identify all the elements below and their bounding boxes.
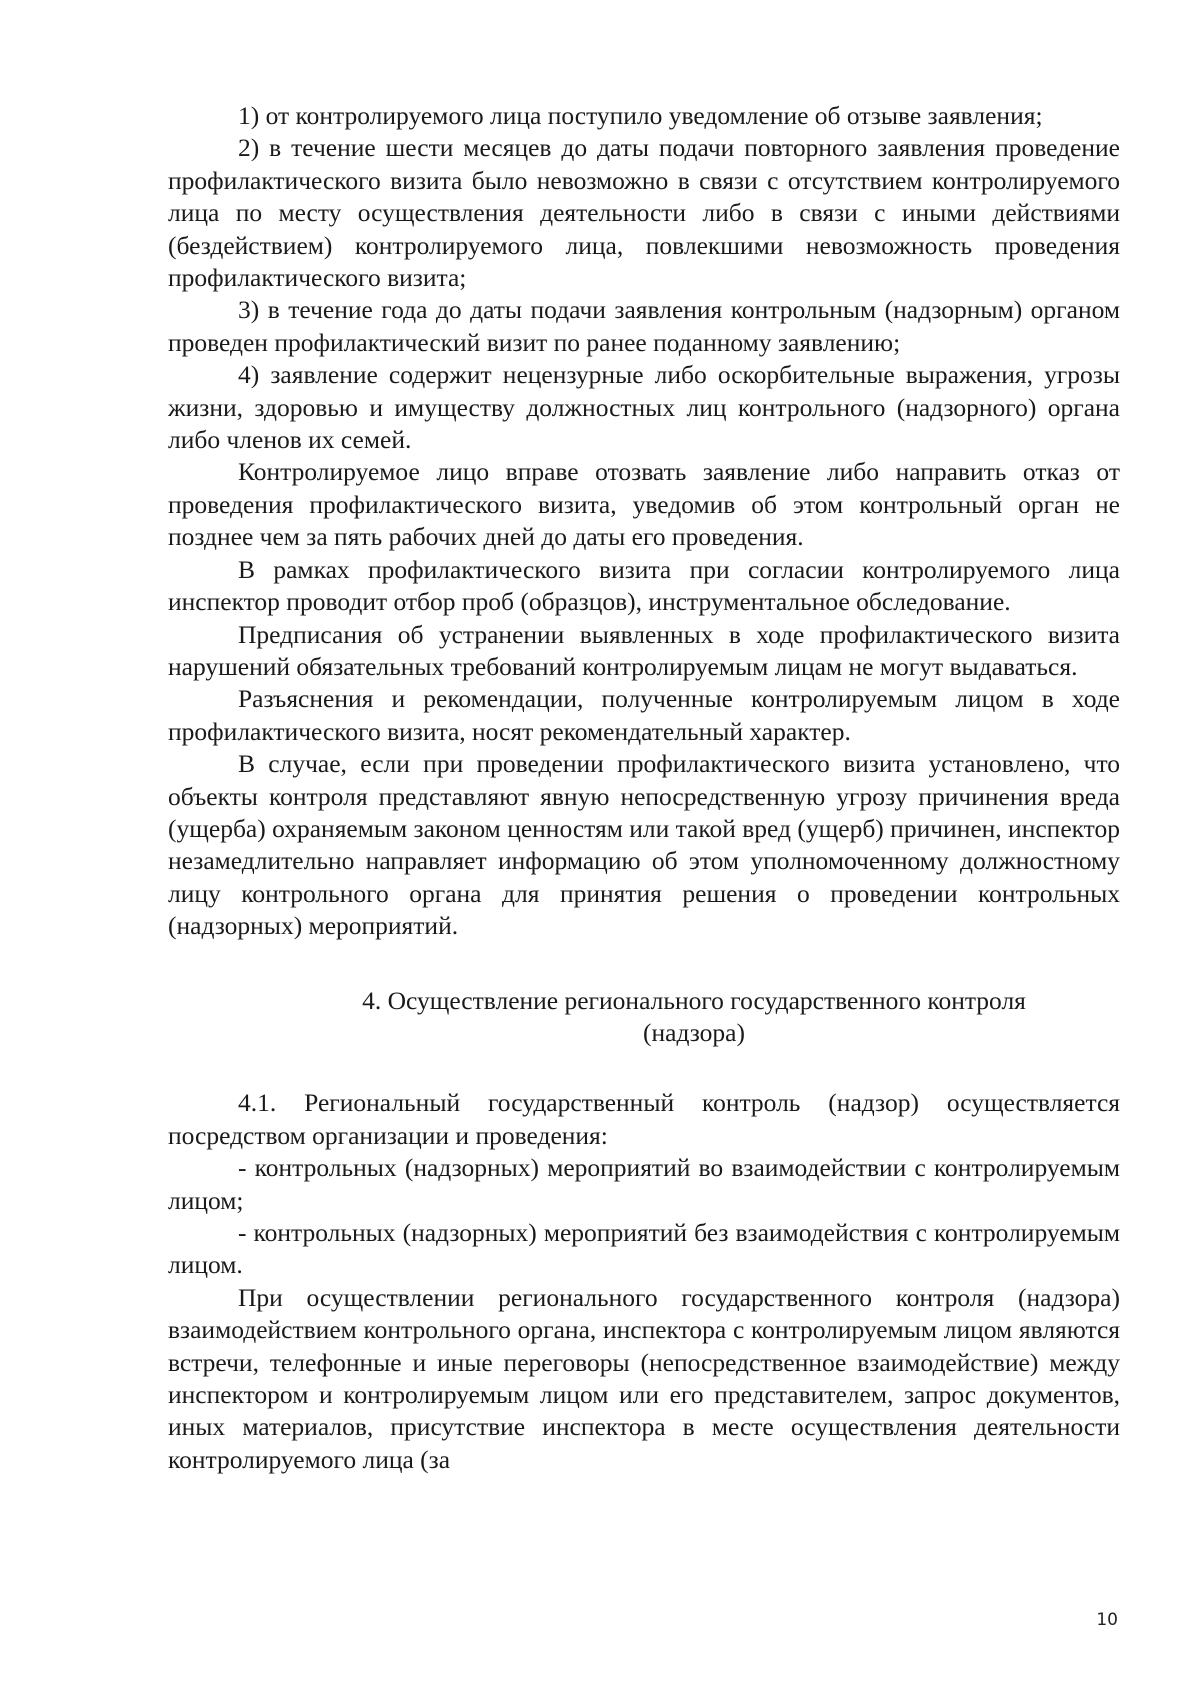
section-heading-line-2: (надзора) [643, 1017, 745, 1047]
paragraph-prescriptions: Предписания об устранении выявленных в ходе профилактического визита нарушений обязательных требований контролируемым лицам не могут выдаваться. [168, 619, 1120, 681]
bullet-item-2: - контрольных (надзорных) мероприятий без взаимодействия с контролируемым лицом. [168, 1218, 1120, 1280]
paragraph-threat: В случае, если при проведении профилактического визита установлено, что объекты контроля представляют явную непосредственную угрозу причинения вреда (ущерба) охраняемым законом ценностям или такой вред (ущерб) причинен, инспектор незамедлительно направляет информацию об этом уполномоченному должностному лицу контрольного органа для принятия решения о проведении контрольных (надзорных) мероприятий. [168, 749, 1120, 941]
paragraph-item-2: 2) в течение шести месяцев до даты подачи повторного заявления проведение профилактического визита было невозможно в связи с отсутствием контролируемого лица по месту осуществления деятельности либо в связи с иными действиями (бездействием) контролируемого лица, повлекшими невозможность проведения профилактического визита; [168, 133, 1120, 293]
document-page [168, 100, 1120, 1476]
closing-paragraph: При осуществлении регионального государственного контроля (надзора) взаимодействием контрольного органа, инспектора с контролируемым лицом являются встречи, телефонные и иные переговоры (непосредственное взаимодействие) между инспектором и контролируемым лицом или его представителем, запрос документов, иных материалов, присутствие инспектора в месте осуществления деятельности контролируемого лица (за [168, 1282, 1120, 1474]
paragraph-item-1: 1) от контролируемого лица поступило уведомление об отзыве заявления; [238, 101, 1043, 130]
page-number: 10 [1096, 1610, 1118, 1630]
section-heading-line-1: 4. Осуществление регионального государственного контроля [362, 985, 1026, 1015]
paragraph-withdrawal: Контролируемое лицо вправе отозвать заявление либо направить отказ от проведения профилактического визита, уведомив об этом контрольный орган не позднее чем за пять рабочих дней до даты его проведения. [168, 457, 1120, 552]
paragraph-sampling: В рамках профилактического визита при согласии контролируемого лица инспектор проводит отбор проб (образцов), инструментальное обследование. [168, 554, 1120, 617]
bullet-item-1: - контрольных (надзорных) мероприятий во взаимодействии с контролируемым лицом; [168, 1153, 1120, 1215]
section-heading [168, 985, 1120, 1050]
paragraph-item-3: 3) в течение года до даты подачи заявления контрольным (надзорным) органом проведен профилактический визит по ранее поданному заявлению; [168, 295, 1120, 357]
paragraph-explanations: Разъяснения и рекомендации, полученные контролируемым лицом в ходе профилактического визита, носят рекомендательный характер. [168, 684, 1120, 746]
section-intro-paragraph: 4.1. Региональный государственный контроль (надзор) осуществляется посредством организации и проведения: [168, 1088, 1120, 1150]
paragraph-item-4: 4) заявление содержит нецензурные либо оскорбительные выражения, угрозы жизни, здоровью и имуществу должностных лиц контрольного (надзорного) органа либо членов их семей. [168, 360, 1120, 455]
